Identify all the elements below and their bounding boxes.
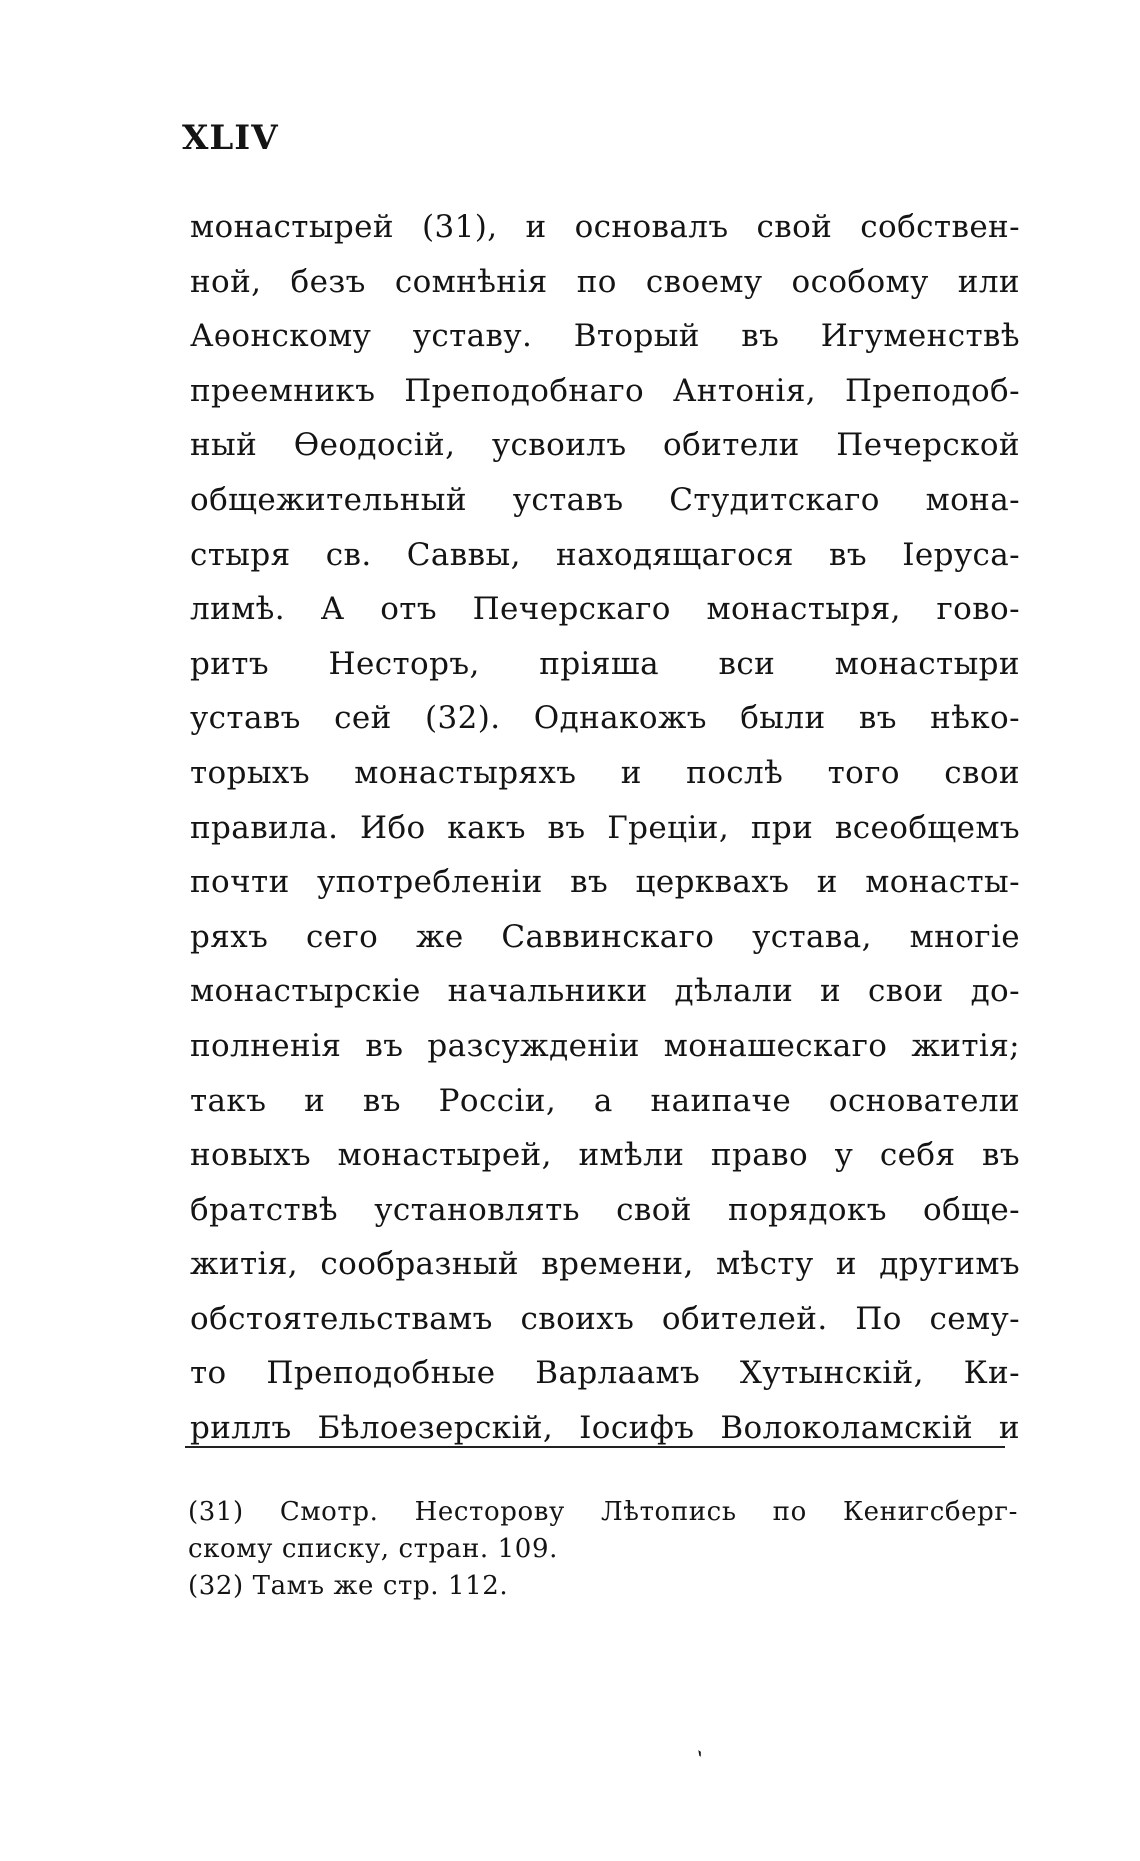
footnotes	[188, 1494, 1018, 1605]
text-line: ряхъ сего же Саввинскаго устава, многіе	[190, 918, 1020, 955]
text-line: обстоятельствамъ своихъ обителей. По сему-	[190, 1300, 1020, 1337]
text-line: ной, безъ сомнѣнія по своему особому или	[190, 263, 1020, 300]
text-line: новыхъ монастырей, имѣли право у себя въ	[190, 1137, 1020, 1174]
footnote-separator	[185, 1446, 1005, 1448]
text-line: монастырскіе начальники дѣлали и свои до-	[190, 973, 1020, 1010]
text-line: то Преподобные Варлаамъ Хутынскій, Ки-	[190, 1355, 1020, 1392]
text-line: общежительный уставъ Студитскаго мона-	[190, 481, 1020, 518]
page-number: XLIV	[182, 118, 279, 158]
text-line: стыря св. Саввы, находящагося въ Іеруса-	[190, 536, 1020, 573]
text-line: торыхъ монастыряхъ и послѣ того свои	[190, 754, 1020, 791]
text-line: лимѣ. А отъ Печерскаго монастыря, гово-	[190, 591, 1020, 628]
text-line: такъ и въ Россіи, а наипаче основатели	[190, 1082, 1020, 1119]
footnote-line: скому списку, стран. 109.	[188, 1534, 558, 1564]
text-line: братствѣ установлять свой порядокъ обще-	[190, 1191, 1020, 1228]
text-line: правила. Ибо какъ въ Греціи, при всеобщемъ	[190, 809, 1020, 846]
text-line: Аѳонскому уставу. Вторый въ Игуменствѣ	[190, 318, 1020, 355]
text-line: ритъ Несторъ, пріяша вси монастыри	[190, 645, 1020, 682]
text-line: житія, сообразный времени, мѣсту и другимъ	[190, 1246, 1020, 1283]
text-line: ный Ѳеодосій, усвоилъ обители Печерской	[190, 427, 1020, 464]
main-text	[190, 200, 1020, 1456]
footnote-line: (32) Тамъ же стр. 112.	[188, 1571, 509, 1601]
text-line: риллъ Бѣлоезерскій, Іосифъ Волоколамскій и	[190, 1410, 1020, 1447]
text-line: монастырей (31), и основалъ свой собствен-	[190, 209, 1020, 245]
text-line: уставъ сей (32). Однакожъ были въ нѣко-	[190, 700, 1020, 737]
footnote-line: (31) Смотр. Несторову Лѣтопись по Кенигсберг-	[188, 1497, 1018, 1527]
text-line: преемникъ Преподобнаго Антонія, Преподоб-	[190, 372, 1020, 409]
text-line: почти употребленіи въ церквахъ и монасты-	[190, 864, 1020, 901]
text-line: полненія въ разсужденіи монашескаго житія;	[190, 1027, 1020, 1064]
ink-speck-mark: ˋ	[683, 1747, 708, 1775]
